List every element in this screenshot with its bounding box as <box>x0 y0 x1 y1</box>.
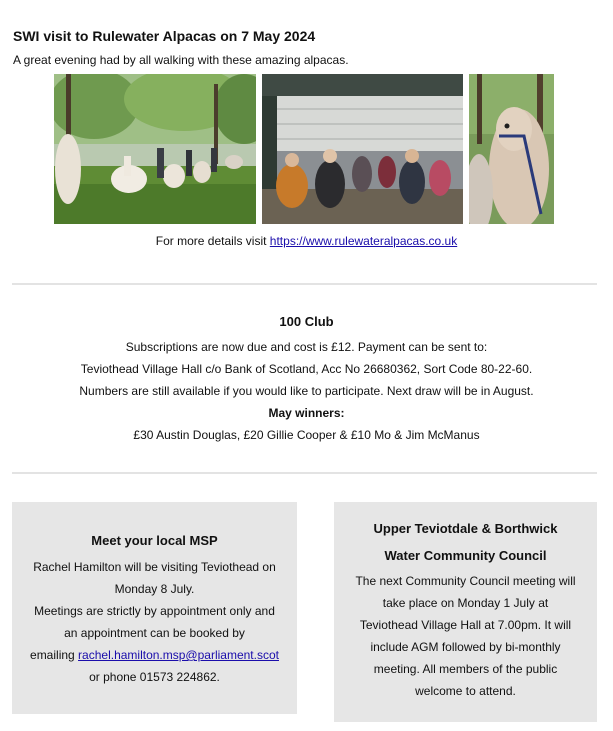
msp-panel <box>12 502 297 714</box>
council-line: Teviothead Village Hall at 7.00pm. It will <box>359 618 572 632</box>
community-council-panel <box>334 502 597 722</box>
club-winners: £30 Austin Douglas, £20 Gillie Cooper & £10 Mo & Jim McManus <box>133 428 480 442</box>
hundred-club-title: 100 Club <box>279 314 334 329</box>
more-details-line <box>0 234 613 248</box>
club-numbers-available: Numbers are still available if you would like to participate. Next draw will be in August. <box>79 384 534 398</box>
council-line: take place on Monday 1 July at <box>382 596 549 610</box>
council-title-line1: Upper Teviotdale & Borthwick <box>373 521 558 536</box>
section-divider <box>12 283 597 285</box>
council-line: include AGM followed by bi-monthly <box>370 640 561 654</box>
more-details-text: For more details visit <box>155 234 270 248</box>
club-winners-heading: May winners: <box>268 406 345 420</box>
msp-email-line <box>12 644 297 666</box>
photo-alpaca-closeup <box>469 74 554 224</box>
council-line: The next Community Council meeting will <box>355 574 576 588</box>
rulewater-alpacas-link[interactable]: https://www.rulewateralpacas.co.uk <box>269 234 458 248</box>
council-title-line2: Water Community Council <box>384 548 547 563</box>
msp-line: Meetings are strictly by appointment only and <box>34 604 275 618</box>
photo-group-in-shed <box>262 74 463 224</box>
club-bank-details: Teviothead Village Hall c/o Bank of Scotland, Acc No 26680362, Sort Code 80-22-60. <box>80 362 533 376</box>
hundred-club-section <box>0 314 613 446</box>
section-divider <box>12 472 597 474</box>
photo-alpacas-field <box>54 74 256 224</box>
msp-phone: or phone 01573 224862. <box>89 670 220 684</box>
council-line: meeting. All members of the public <box>373 662 558 676</box>
msp-line: Monday 8 July. <box>114 582 195 596</box>
swi-intro: A great evening had by all walking with these amazing alpacas. <box>13 53 349 67</box>
swi-title: SWI visit to Rulewater Alpacas on 7 May 2024 <box>13 28 316 44</box>
msp-line: an appointment can be booked by <box>64 626 245 640</box>
msp-line: Rachel Hamilton will be visiting Teviothead on <box>33 560 276 574</box>
council-line: welcome to attend. <box>415 684 516 698</box>
msp-title: Meet your local MSP <box>91 533 218 548</box>
msp-email-link[interactable]: rachel.hamilton.msp@parliament.scot <box>78 648 279 662</box>
club-subscriptions: Subscriptions are now due and cost is £12. Payment can be sent to: <box>125 340 488 354</box>
msp-email-prefix: emailing <box>30 648 79 662</box>
